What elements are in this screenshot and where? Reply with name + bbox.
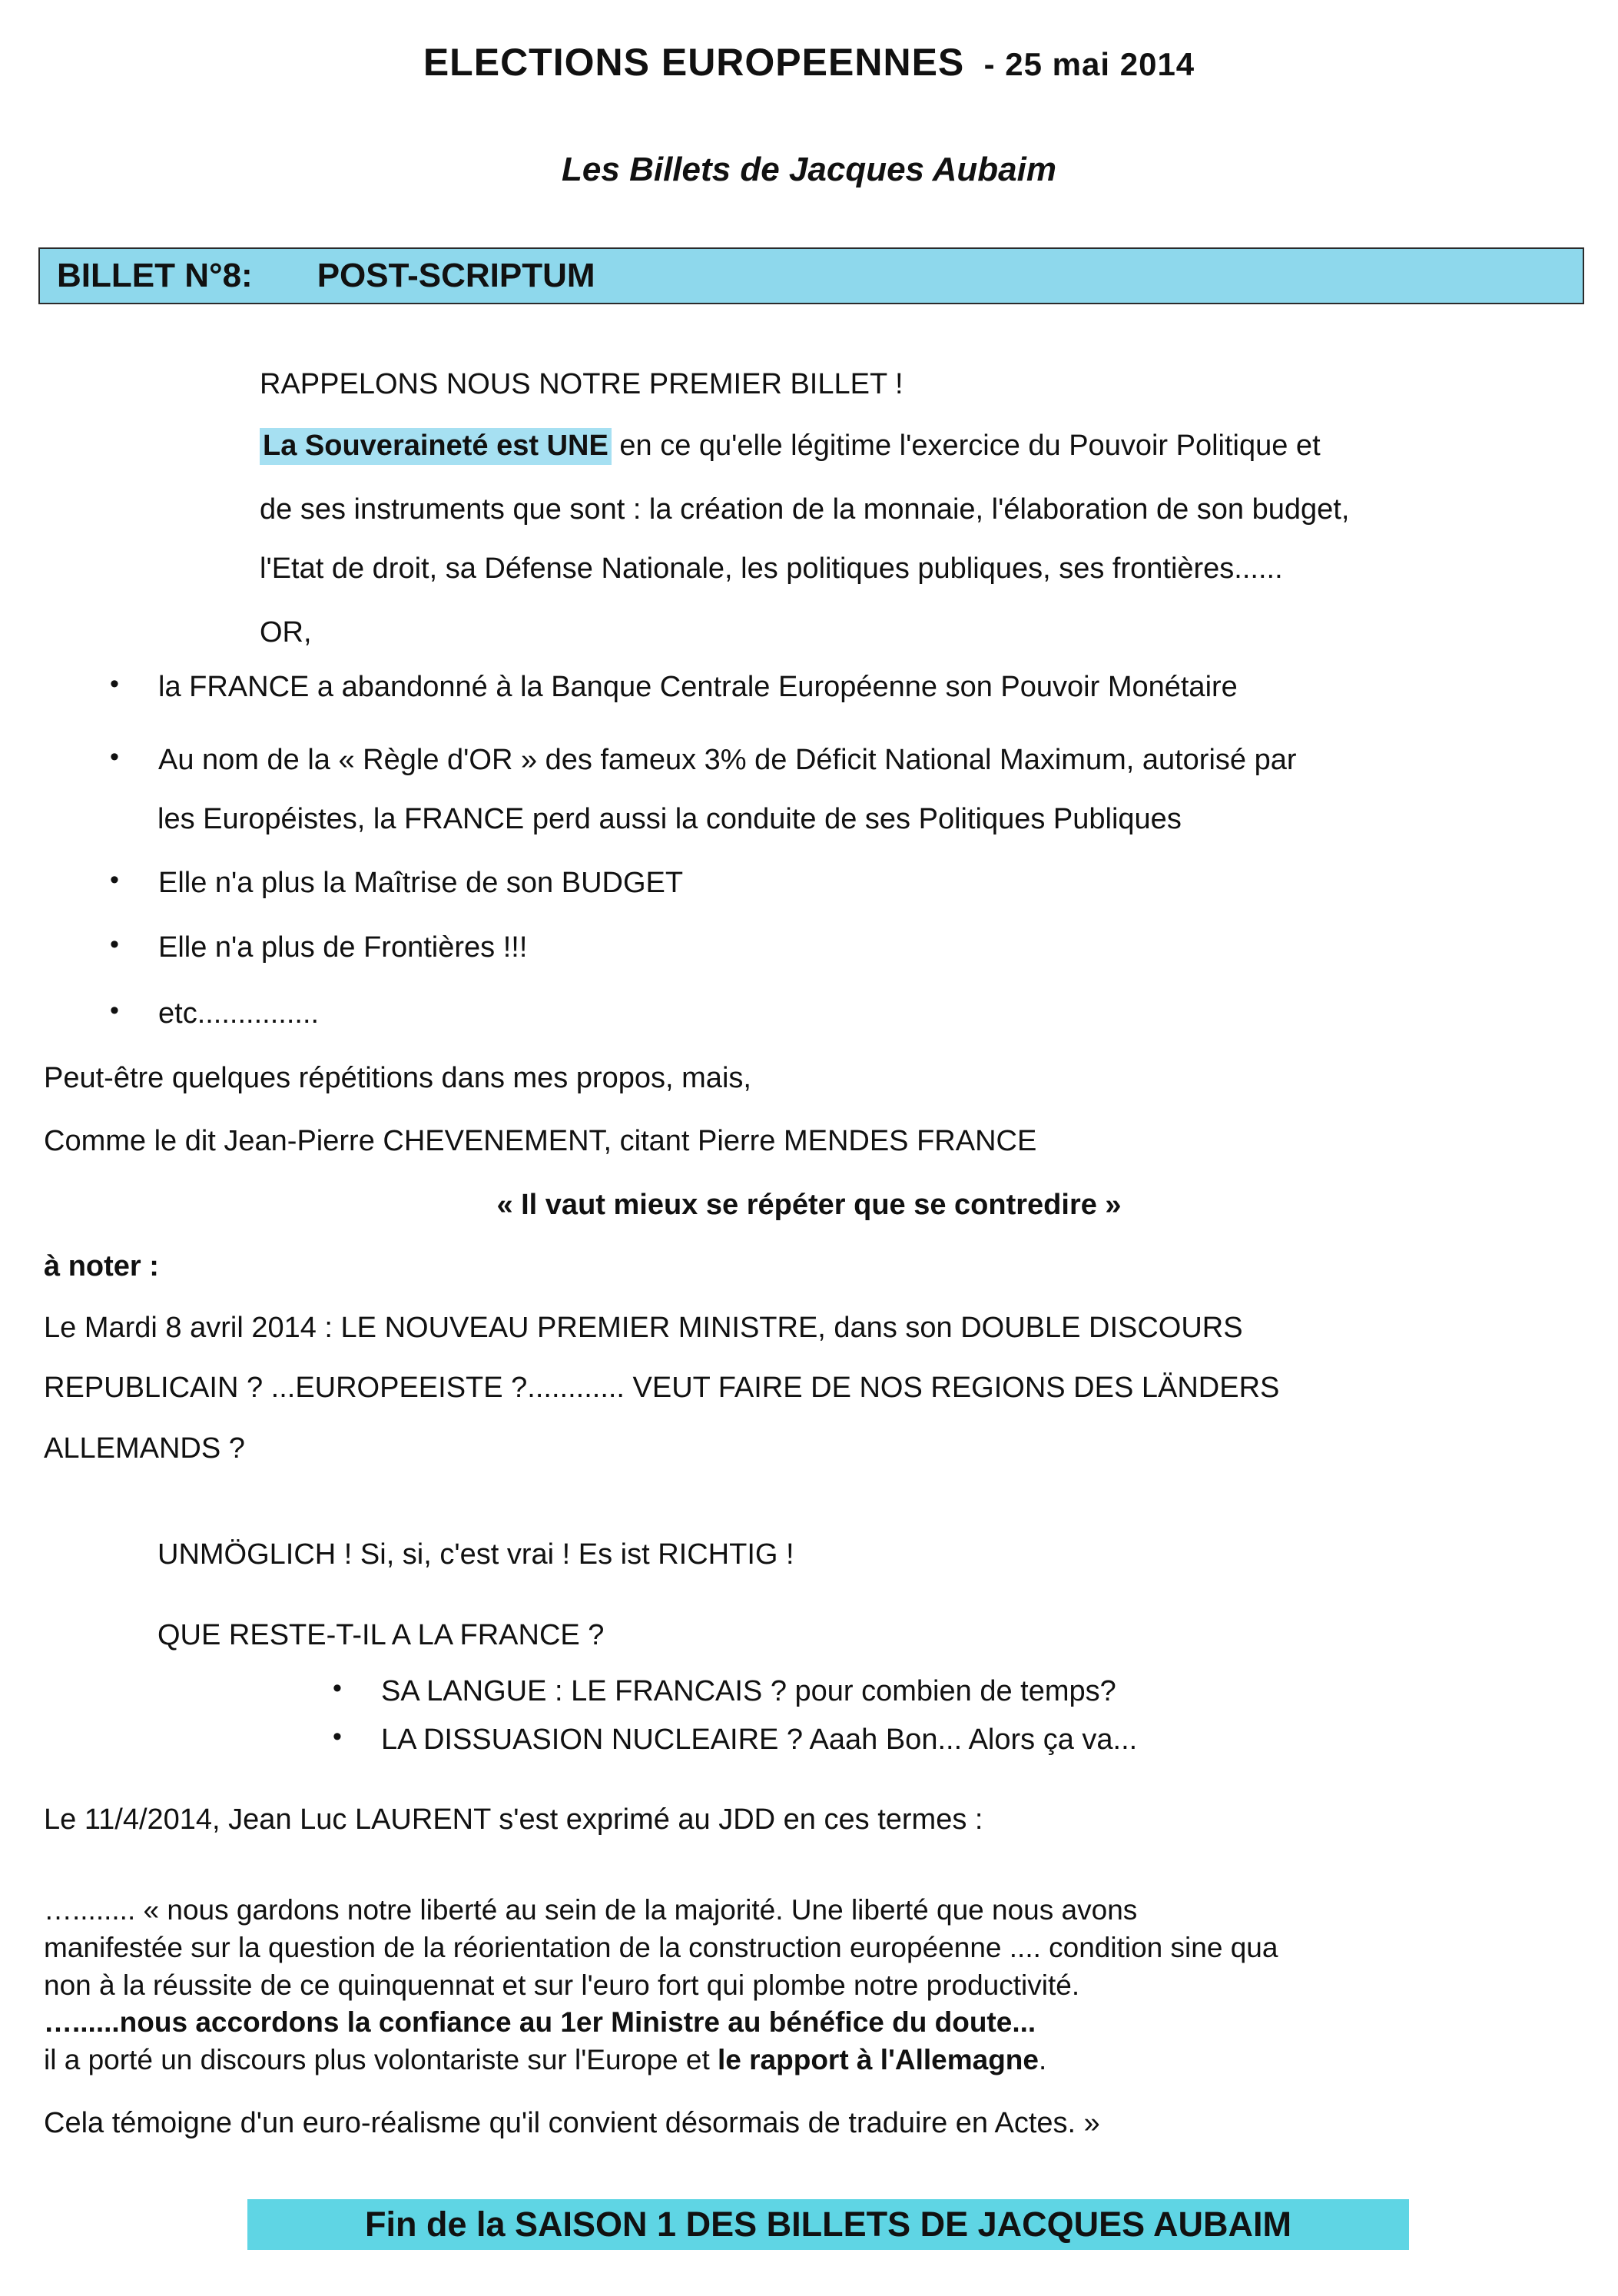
list-item-label: Elle n'a plus de Frontières !!! (158, 931, 528, 964)
laurent-closing-line: Cela témoigne d'un euro-réalisme qu'il convient désormais de traduire en Actes. » (44, 2107, 1100, 2139)
list-item (108, 867, 683, 900)
a-noter-label: à noter : (44, 1250, 159, 1282)
mendes-quote: « Il vaut mieux se répéter que se contredire » (496, 1189, 1122, 1221)
pm-line-1: Le Mardi 8 avril 2014 : LE NOUVEAU PREMIER MINISTRE, dans son DOUBLE DISCOURS (44, 1312, 1243, 1344)
unmoglich-line: UNMÖGLICH ! Si, si, c'est vrai ! Es ist RICHTIG ! (157, 1538, 794, 1571)
document-title (0, 40, 1618, 85)
document-subtitle: Les Billets de Jacques Aubaim (562, 151, 1056, 188)
list-item (108, 744, 1297, 777)
list-item (330, 1675, 1116, 1708)
sovereignty-line-3: l'Etat de droit, sa Défense Nationale, les politiques publiques, ses frontières...... (260, 552, 1283, 585)
list-item (108, 931, 527, 964)
bullet-dot-icon: • (110, 996, 119, 1025)
list-item-label: Elle n'a plus la Maîtrise de son BUDGET (158, 867, 684, 899)
billet-banner-label: BILLET N°8: (57, 257, 253, 294)
bullet-dot-icon: • (110, 865, 119, 894)
laurent-quote-block (44, 1892, 1573, 2079)
repetitions-line: Peut-être quelques répétitions dans mes propos, mais, (44, 1062, 751, 1094)
laurent-quote-line-2: manifestée sur la question de la réorientation de la construction européenne .... condition sine qua (44, 1931, 1278, 1963)
laurent-quote-line-3: non à la réussite de ce quinquennat et sur l'euro fort qui plombe notre productivité. (44, 1969, 1080, 2001)
laurent-quote-line-4: …......nous accordons la confiance au 1er Ministre au bénéfice du doute... (44, 2006, 1036, 2039)
list-item (330, 1724, 1137, 1757)
laurent-quote-line-5-regular: il a porté un discours plus volontariste sur l'Europe et (44, 2044, 718, 2076)
recall-line: RAPPELONS NOUS NOTRE PREMIER BILLET ! (260, 368, 903, 400)
sovereignty-line-2: de ses instruments que sont : la création de la monnaie, l'élaboration de son budget, (260, 493, 1350, 526)
sovereignty-line-1-text: en ce qu'elle légitime l'exercice du Pouvoir Politique et (611, 430, 1321, 462)
document-title-main: ELECTIONS EUROPEENNES (423, 41, 965, 84)
bullet-dot-icon: • (110, 742, 119, 771)
list-item-label: LA DISSUASION NUCLEAIRE ? Aaah Bon... Alors ça va... (381, 1724, 1138, 1756)
document-title-date: 25 mai 2014 (1005, 46, 1195, 82)
pm-line-3: ALLEMANDS ? (44, 1432, 245, 1465)
list-item-continuation: les Européistes, la FRANCE perd aussi la conduite de ses Politiques Publiques (157, 803, 1182, 835)
list-item (108, 671, 1238, 704)
bullet-dot-icon: • (333, 1674, 342, 1703)
or-line: OR, (260, 616, 312, 649)
footer-banner (247, 2199, 1409, 2250)
list-item (108, 997, 319, 1030)
bullet-dot-icon: • (110, 930, 119, 959)
list-item-label: Au nom de la « Règle d'OR » des fameux 3% de Déficit National Maximum, autorisé par (158, 744, 1297, 776)
bullet-dot-icon: • (333, 1722, 342, 1751)
list-item-label: SA LANGUE : LE FRANCAIS ? pour combien de temps? (381, 1675, 1116, 1707)
laurent-quote-line-5-bold: le rapport à l'Allemagne (718, 2044, 1039, 2076)
footer-banner-text: Fin de la SAISON 1 DES BILLETS DE JACQUES AUBAIM (365, 2205, 1291, 2244)
billet-banner (38, 247, 1584, 304)
list-item-label: etc............... (158, 997, 320, 1030)
laurent-quote-line-1: …........ « nous gardons notre liberté au sein de la majorité. Une liberté que nous avons (44, 1894, 1138, 1926)
laurent-quote-line-5-tail: . (1038, 2044, 1047, 2076)
document-title-separator: - (983, 46, 996, 82)
chevenement-line: Comme le dit Jean-Pierre CHEVENEMENT, citant Pierre MENDES FRANCE (44, 1125, 1037, 1157)
laurent-quote-line-5 (44, 2042, 1573, 2079)
sovereignty-highlight: La Souveraineté est UNE (260, 428, 612, 465)
laurent-intro-line: Le 11/4/2014, Jean Luc LAURENT s'est exprimé au JDD en ces termes : (44, 1803, 983, 1836)
sovereignty-line-1 (260, 428, 1321, 465)
bullet-dot-icon: • (110, 669, 119, 698)
list-item-label: la FRANCE a abandonné à la Banque Centrale Européenne son Pouvoir Monétaire (158, 671, 1238, 703)
pm-line-2: REPUBLICAIN ? ...EUROPEEISTE ?............ VEUT FAIRE DE NOS REGIONS DES LÄNDERS (44, 1372, 1280, 1404)
billet-banner-value: POST-SCRIPTUM (317, 257, 595, 294)
que-reste-line: QUE RESTE-T-IL A LA FRANCE ? (157, 1619, 605, 1651)
